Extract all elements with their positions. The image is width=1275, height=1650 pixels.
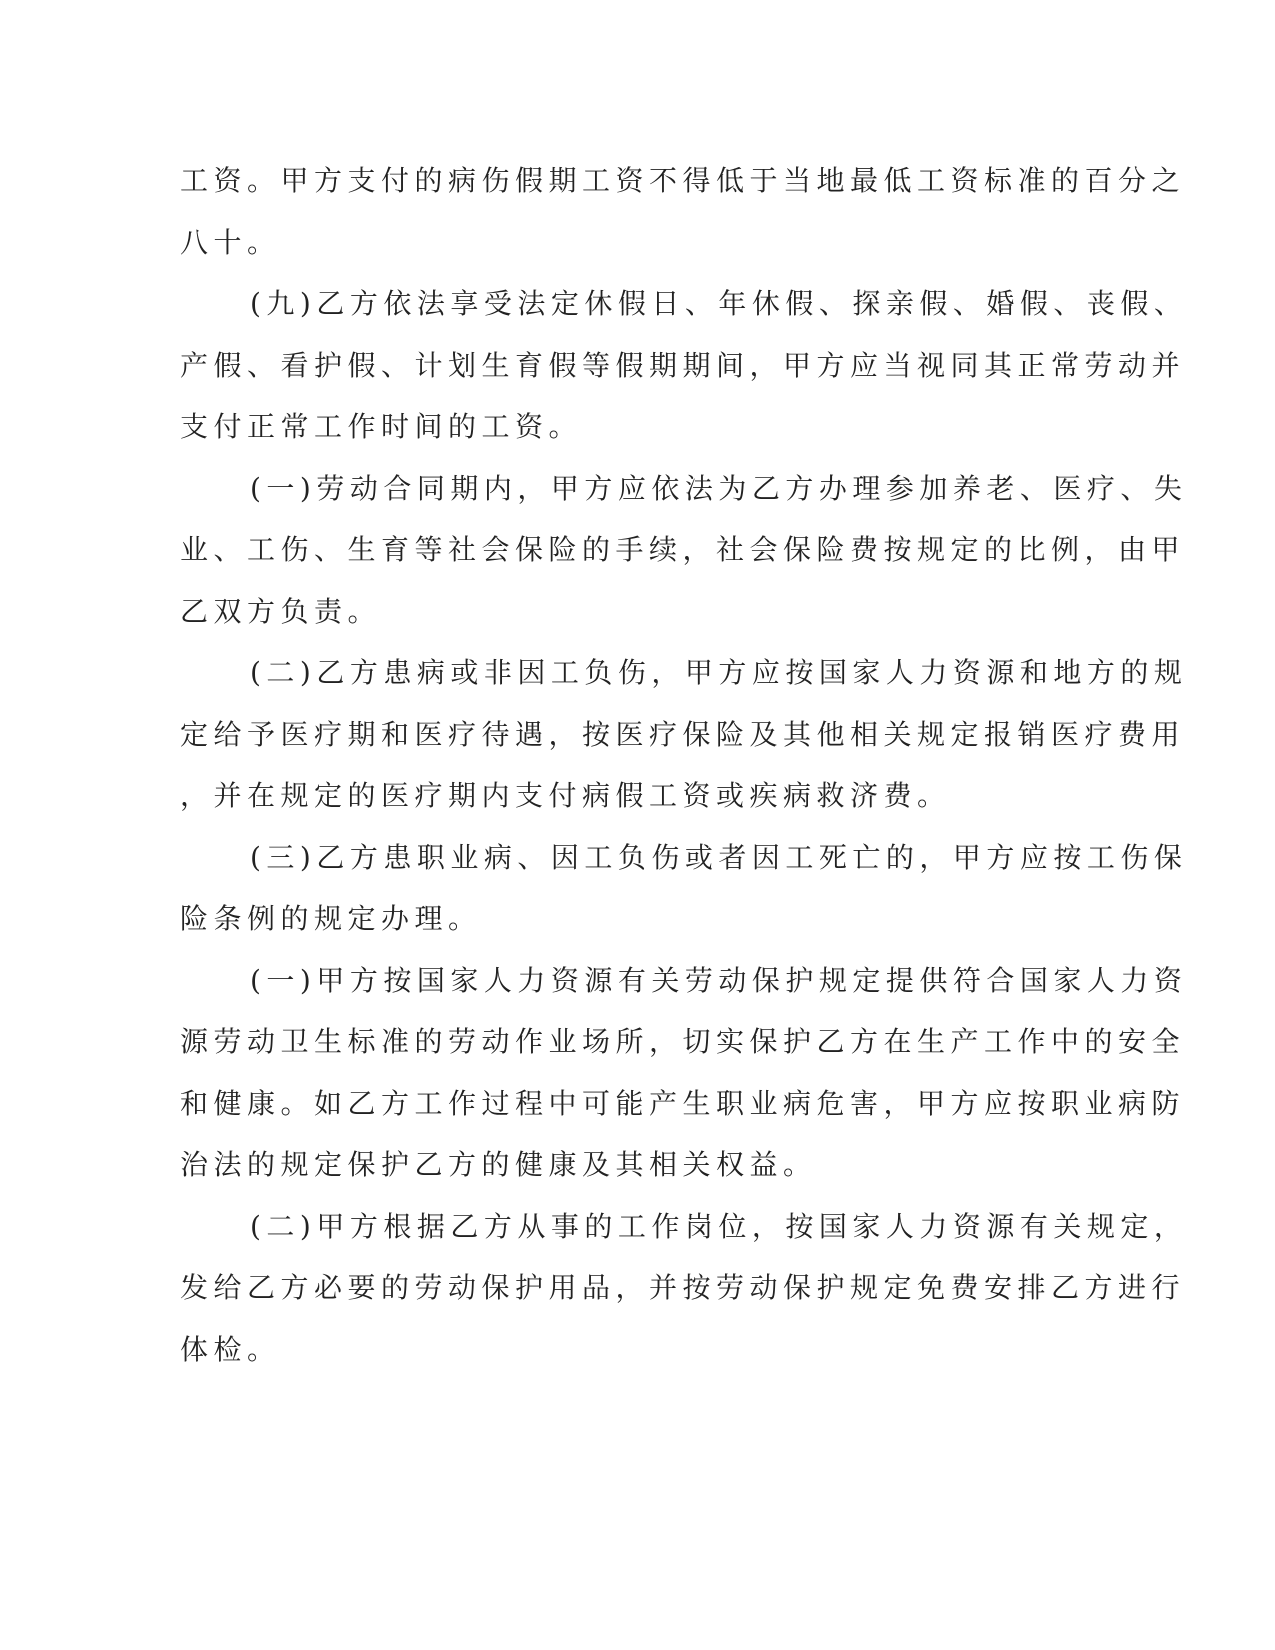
text-line: (二)乙方患病或非因工负伤，甲方应按国家人力资源和地方的规 bbox=[250, 656, 1188, 689]
text-line: 八十。 bbox=[180, 225, 281, 259]
text-line: 定给予医疗期和医疗待遇，按医疗保险及其他相关规定报销医疗费用 bbox=[180, 717, 1186, 751]
text-line: (一)甲方按国家人力资源有关劳动保护规定提供符合国家人力资 bbox=[250, 963, 1188, 997]
text-line: 支付正常工作时间的工资。 bbox=[180, 410, 583, 443]
paragraph-3 bbox=[180, 458, 1188, 643]
paragraph-2 bbox=[180, 273, 1188, 458]
text-line: 乙双方负责。 bbox=[180, 594, 382, 628]
text-line: 工资。甲方支付的病伤假期工资不得低于当地最低工资标准的百分之 bbox=[180, 164, 1186, 197]
text-line: 险条例的规定办理。 bbox=[180, 902, 482, 935]
text-line: ，并在规定的医疗期内支付病假工资或疾病救济费。 bbox=[180, 779, 951, 812]
text-line: 发给乙方必要的劳动保护用品，并按劳动保护规定免费安排乙方进行 bbox=[180, 1271, 1186, 1304]
paragraph-4 bbox=[180, 642, 1188, 827]
paragraph-6 bbox=[180, 950, 1188, 1196]
text-line: 治法的规定保护乙方的健康及其相关权益。 bbox=[180, 1148, 817, 1181]
paragraph-5 bbox=[180, 827, 1188, 950]
text-line: (一)劳动合同期内，甲方应依法为乙方办理参加养老、医疗、失 bbox=[250, 471, 1188, 505]
text-line: (九)乙方依法享受法定休假日、年休假、探亲假、婚假、丧假、 bbox=[250, 287, 1188, 320]
paragraph-7 bbox=[180, 1196, 1188, 1381]
text-line: 和健康。如乙方工作过程中可能产生职业病危害，甲方应按职业病防 bbox=[180, 1086, 1186, 1120]
text-line: (三)乙方患职业病、因工负伤或者因工死亡的，甲方应按工伤保 bbox=[250, 840, 1188, 874]
text-line: 业、工伤、生育等社会保险的手续，社会保险费按规定的比例，由甲 bbox=[180, 533, 1186, 566]
text-line: 产假、看护假、计划生育假等假期期间，甲方应当视同其正常劳动并 bbox=[180, 348, 1186, 382]
document-body bbox=[180, 150, 1188, 1380]
text-line: 源劳动卫生标准的劳动作业场所，切实保护乙方在生产工作中的安全 bbox=[180, 1025, 1186, 1058]
text-line: (二)甲方根据乙方从事的工作岗位，按国家人力资源有关规定， bbox=[250, 1209, 1188, 1243]
text-line: 体检。 bbox=[180, 1332, 281, 1366]
paragraph-1 bbox=[180, 150, 1186, 273]
